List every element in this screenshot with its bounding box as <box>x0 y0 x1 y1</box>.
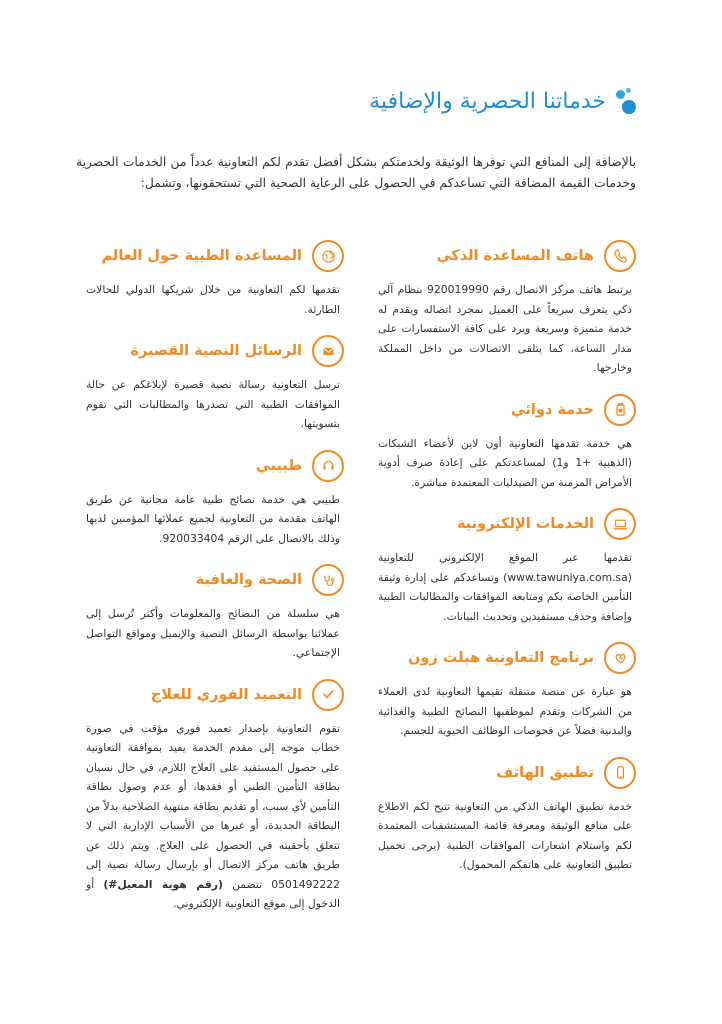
section-body: هو عبارة عن منصة متنقلة تقيمها التعاونية لدى العملاء من الشركات وتقدم لموظفيها النصائح الطبية والغذائية والبدنية فضلاً عن فحوصات الوظائف الحيوية للجسم. <box>378 685 632 737</box>
section-global-assistance <box>86 238 344 319</box>
section-body: هي سلسلة من النصائح والمعلومات وأكثر تُرسل إلى عملائنا بواسطة الرسائل النصية والإيميل ومواقع التواصل الإجتماعي. <box>86 607 340 659</box>
section-body: تقوم التعاونية بإصدار تعميد فوري مؤقت في صورة خطاب موجه إلى مقدم الخدمة يفيد بموافقة التعاونية على حصول المستفيد على العلاج اللازم، في حال نسيان بطاقة التأمين الطبي أو فقدها، أو عدم وصول بطاقة التأمين لأي سبب، أو تقديم بطاقة منتهية الصلاحية بدلاً من البطاقة الجديدة، أو غيرها من الأسباب الإدارية التي لا تتعلق بأحقيته في الحصول على العلاج. ويتم ذلك عن طريق هاتف مركز الاتصال أو بإرسال رسالة نصية إلى 0501492222 تتضمن (رقم هوية المعيل#) أو الدخول إلى موقع التعاونية الإلكتروني. <box>86 721 340 910</box>
section-title: خدمة دوائي <box>510 401 594 418</box>
section-title: الخدمات الإلكترونية <box>456 516 594 532</box>
section-wellness <box>86 562 344 663</box>
section-body: تقدمها عبر الموقع الإلكتروني للتعاونية (www.tawuniya.com.sa) وتساعدكم على إدارة وثيقة التأمين الخاصة بكم ومتابعة الموافقات والمطالبات الطبية وإضافة وحذف مستفيدين وتحديث البيانات. <box>378 551 632 623</box>
section-body: طبيبي هي خدمة نصائح طبية عامة مجانية عن طريق الهاتف مقدمة من التعاونية لجميع عملائها المؤمنين لديها وذلك بالاتصال على الرقم 920033404. <box>86 492 340 545</box>
section-title: برنامج التعاونية هيلث زون <box>407 650 594 666</box>
section-instant-approval <box>86 677 344 914</box>
section-mobile-app <box>378 755 636 875</box>
intro-paragraph: بالإضافة إلى المنافع التي توفرها الوثيقة ولخدمتكم بشكل أفضل تقدم لكم التعاونية عدداً من الخدمات الحصرية وخدمات القيمة المضافة التي تساعدكم في الحصول على الرعاية الصحية التي تستحقونها، وتشمل: <box>76 155 636 190</box>
section-title: تطبيق الهاتف <box>496 764 594 781</box>
section-title: المساعدة الطبية حول العالم <box>101 248 302 264</box>
services-column-left <box>86 238 344 928</box>
medicine-icon <box>604 394 636 426</box>
mobile-icon <box>604 757 636 789</box>
section-body: ترسل التعاونية رسالة نصية قصيرة لإبلاغكم عن حالة الموافقات الطبية التي تصدرها والمطالبات التي تقوم بتسويتها. <box>86 378 340 430</box>
section-smart-help-phone <box>378 238 636 378</box>
section-body: تقدمها لكم التعاونية من خلال شريكها الدولي للحالات الطارئة. <box>86 283 340 316</box>
bold-id-note: (رقم هوية المعيل#) <box>103 877 223 891</box>
section-tabeebi <box>86 448 344 549</box>
section-title: طبيبي <box>255 457 302 474</box>
section-body: يرتبط هاتف مركز الاتصال رقم 920019990 بنظام آلي ذكي يتعرف سريعاً على العميل بمجرد اتصاله ويقدم له خدمة متميزة وسريعة ويرد على كافة الاستفسارات على مدار الساعة، كما يتلقى الاتصالات من داخل المملكة وخارجها. <box>378 283 632 374</box>
bubbles-logo-icon <box>614 88 636 114</box>
phone-icon <box>604 240 636 272</box>
laptop-icon <box>604 508 636 540</box>
section-body: خدمة تطبيق الهاتف الذكي من التعاونية تتيح لكم الاطلاع على منافع الوثيقة ومعرفة قائمة المستشفيات المعتمدة لكم واستلام اشعارات الموافقات الطبية (يرجى تحميل تطبيق التعاونية على هاتفكم المحمول). <box>378 799 632 871</box>
section-title: التعميد الفوري للعلاج <box>150 686 302 703</box>
section-sms <box>86 333 344 434</box>
section-title: الصحة والعافية <box>195 572 302 588</box>
page-title: خدماتنا الحصرية والإضافية <box>369 88 606 114</box>
section-title: هاتف المساعدة الذكي <box>436 248 594 264</box>
section-e-services <box>378 506 636 626</box>
services-column-right <box>378 238 636 889</box>
section-health-zone <box>378 640 636 741</box>
heart-hand-icon <box>604 642 636 674</box>
section-dawaee <box>378 392 636 493</box>
checkmark-icon <box>312 679 344 711</box>
section-title: الرسائل النصية القصيرة <box>130 343 302 359</box>
stethoscope-icon <box>312 564 344 596</box>
section-body: هي خدمة تقدمها التعاونية أون لاين لأعضاء الشبكات (الذهبية +1 و1) لمساعدتكم على إعادة صرف أدوية الأمراض المزمنة من الصيدليات المعتمدة مباشرة. <box>378 436 633 489</box>
title-row <box>369 88 636 114</box>
globe-icon <box>312 240 344 272</box>
headset-icon <box>312 450 344 482</box>
envelope-icon <box>312 335 344 367</box>
